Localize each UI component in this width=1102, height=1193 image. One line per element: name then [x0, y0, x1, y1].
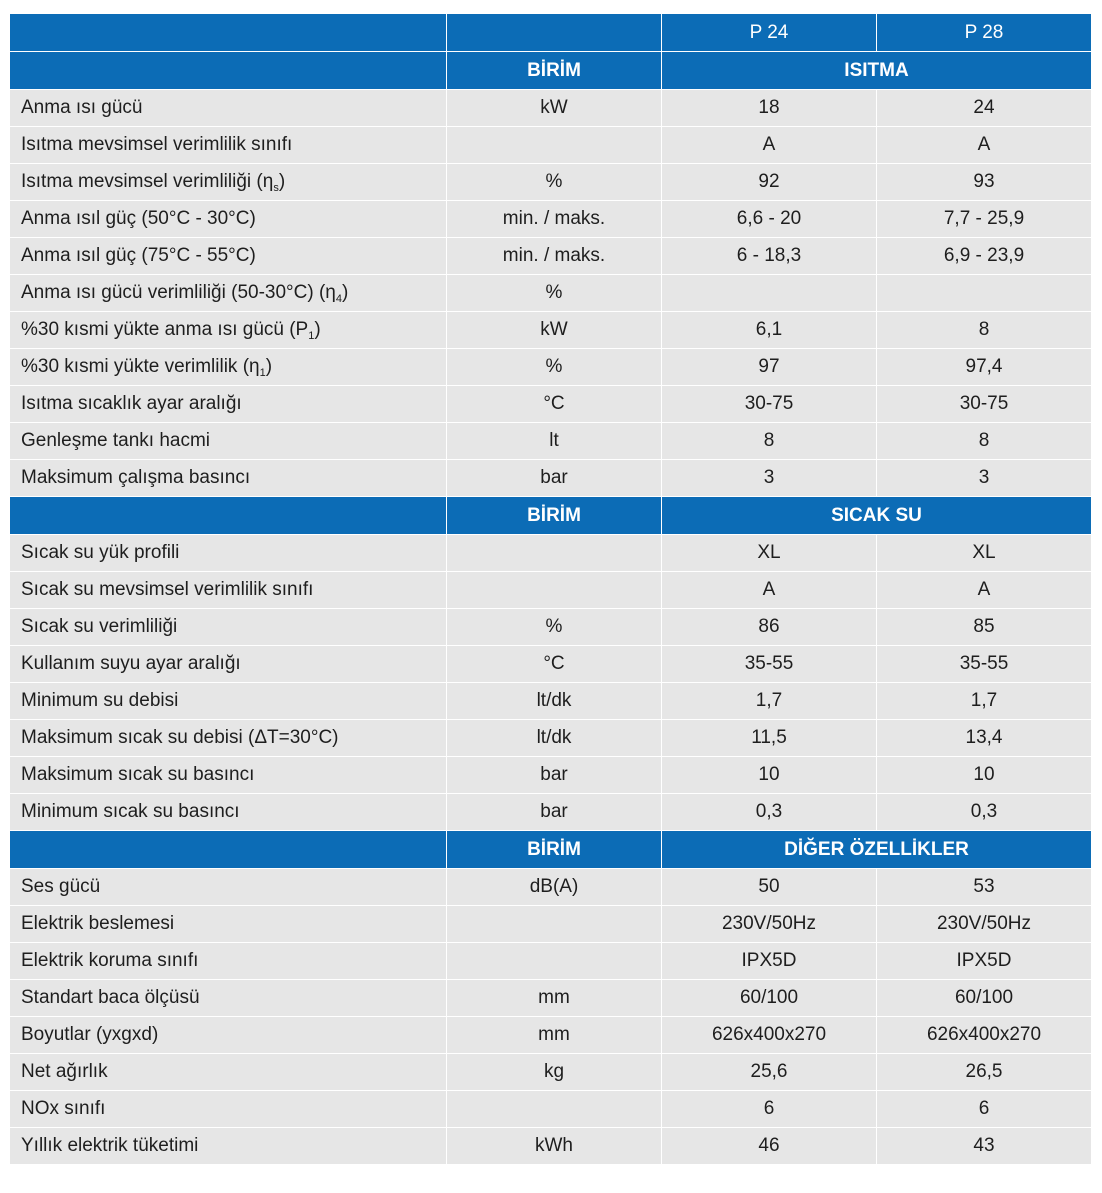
spec-label-suffix: ): [278, 171, 286, 192]
spec-label-text: Sıcak su verimliliği: [21, 616, 178, 637]
spec-label-text: Minimum su debisi: [21, 690, 179, 711]
spec-value-p28: 8: [877, 423, 1092, 460]
spec-value-p24: XL: [662, 535, 877, 572]
spec-value-p28: IPX5D: [877, 943, 1092, 980]
spec-unit: [447, 572, 662, 609]
spec-label: [10, 423, 447, 460]
spec-unit: %: [447, 609, 662, 646]
spec-label: [10, 386, 447, 423]
section-header-empty: [10, 497, 447, 535]
spec-label-text: %30 kısmi yükte anma ısı gücü (P: [21, 319, 309, 340]
spec-value-p28: 6: [877, 1091, 1092, 1128]
spec-unit: [447, 943, 662, 980]
spec-label: [10, 535, 447, 572]
spec-label-text: %30 kısmi yükte verimlilik (η: [21, 356, 260, 377]
spec-unit: %: [447, 275, 662, 312]
spec-label-suffix: ): [342, 282, 349, 303]
spec-unit: lt/dk: [447, 683, 662, 720]
section-header-row: [10, 831, 1092, 869]
spec-unit: mm: [447, 1017, 662, 1054]
spec-label: [10, 794, 447, 831]
spec-value-p28: A: [877, 572, 1092, 609]
spec-unit: bar: [447, 794, 662, 831]
spec-row: [10, 943, 1092, 980]
spec-row: [10, 1128, 1092, 1165]
model-p24-header: P 24: [662, 14, 877, 52]
spec-label-text: Anma ısıl güç (75°C - 55°C): [21, 245, 256, 266]
section-title: ISITMA: [662, 52, 1092, 90]
spec-label-subscript: s: [273, 182, 279, 194]
spec-label-text: Isıtma mevsimsel verimliliği (η: [21, 171, 274, 192]
spec-value-p28: A: [877, 127, 1092, 164]
spec-unit: lt: [447, 423, 662, 460]
spec-row: [10, 720, 1092, 757]
spec-unit: %: [447, 349, 662, 386]
spec-label: [10, 757, 447, 794]
spec-value-p24: 11,5: [662, 720, 877, 757]
spec-value-p28: [877, 275, 1092, 312]
spec-row: [10, 1017, 1092, 1054]
spec-label-subscript: 1: [308, 330, 315, 342]
spec-unit: dB(A): [447, 869, 662, 906]
spec-unit: kW: [447, 90, 662, 127]
spec-row: [10, 127, 1092, 164]
spec-value-p24: 10: [662, 757, 877, 794]
spec-value-p24: 35-55: [662, 646, 877, 683]
section-title: DİĞER ÖZELLİKLER: [662, 831, 1092, 869]
spec-label: [10, 460, 447, 497]
spec-label: [10, 201, 447, 238]
spec-value-p24: 97: [662, 349, 877, 386]
spec-row: [10, 1091, 1092, 1128]
spec-row: [10, 238, 1092, 275]
section-header-row: [10, 52, 1092, 90]
spec-label-text: Anma ısıl güç (50°C - 30°C): [21, 208, 256, 229]
spec-label: [10, 1128, 447, 1165]
spec-row: [10, 646, 1092, 683]
spec-label-text: Elektrik beslemesi: [21, 913, 175, 934]
spec-value-p28: 230V/50Hz: [877, 906, 1092, 943]
spec-value-p24: 60/100: [662, 980, 877, 1017]
spec-label: [10, 312, 447, 349]
spec-row: [10, 386, 1092, 423]
spec-label-subscript: 4: [335, 293, 342, 305]
spec-row: [10, 757, 1092, 794]
spec-row: [10, 906, 1092, 943]
spec-label-text: Genleşme tankı hacmi: [21, 430, 211, 451]
spec-label: [10, 1017, 447, 1054]
spec-value-p28: 93: [877, 164, 1092, 201]
spec-value-p28: 3: [877, 460, 1092, 497]
spec-unit: [447, 127, 662, 164]
spec-label: [10, 943, 447, 980]
spec-label-text: Maksimum çalışma basıncı: [21, 467, 251, 488]
spec-value-p24: 46: [662, 1128, 877, 1165]
section-title: SICAK SU: [662, 497, 1092, 535]
model-p28-header: P 28: [877, 14, 1092, 52]
spec-value-p24: 1,7: [662, 683, 877, 720]
spec-unit: [447, 1091, 662, 1128]
spec-label-text: Yıllık elektrik tüketimi: [21, 1135, 199, 1156]
spec-label: [10, 1054, 447, 1091]
spec-label-text: Maksimum sıcak su basıncı: [21, 764, 255, 785]
spec-value-p28: 35-55: [877, 646, 1092, 683]
spec-value-p24: [662, 275, 877, 312]
spec-value-p24: 230V/50Hz: [662, 906, 877, 943]
header-empty-label: [10, 14, 447, 52]
spec-row: [10, 460, 1092, 497]
spec-label-text: Maksimum sıcak su debisi (ΔT=30°C): [21, 727, 339, 748]
spec-label: [10, 127, 447, 164]
spec-value-p24: 30-75: [662, 386, 877, 423]
spec-label-text: Kullanım suyu ayar aralığı: [21, 653, 241, 674]
spec-label: [10, 646, 447, 683]
spec-label-text: Sıcak su yük profili: [21, 542, 180, 563]
spec-value-p24: 50: [662, 869, 877, 906]
spec-unit: °C: [447, 646, 662, 683]
spec-label-suffix: ): [265, 356, 273, 377]
spec-row: [10, 869, 1092, 906]
spec-row: [10, 1054, 1092, 1091]
spec-value-p24: 6,1: [662, 312, 877, 349]
spec-label: [10, 572, 447, 609]
spec-unit: min. / maks.: [447, 238, 662, 275]
spec-label: [10, 683, 447, 720]
spec-value-p24: 92: [662, 164, 877, 201]
spec-row: [10, 683, 1092, 720]
spec-value-p24: 3: [662, 460, 877, 497]
spec-label-text: Elektrik koruma sınıfı: [21, 950, 199, 971]
spec-unit: [447, 906, 662, 943]
spec-row: [10, 609, 1092, 646]
spec-row: [10, 90, 1092, 127]
spec-table-body: [10, 14, 1092, 1165]
spec-label: [10, 980, 447, 1017]
spec-label-text: Minimum sıcak su basıncı: [21, 801, 240, 822]
spec-table: [9, 13, 1092, 1165]
spec-value-p28: 8: [877, 312, 1092, 349]
spec-unit: bar: [447, 460, 662, 497]
spec-row: [10, 164, 1092, 201]
spec-label-text: Standart baca ölçüsü: [21, 987, 200, 1008]
spec-row: [10, 535, 1092, 572]
spec-value-p24: 6: [662, 1091, 877, 1128]
spec-unit: lt/dk: [447, 720, 662, 757]
spec-value-p24: 25,6: [662, 1054, 877, 1091]
spec-label-text: Ses gücü: [21, 876, 101, 897]
section-header-row: [10, 497, 1092, 535]
spec-row: [10, 349, 1092, 386]
spec-value-p28: 13,4: [877, 720, 1092, 757]
spec-label-subscript: 1: [259, 367, 266, 379]
spec-value-p28: 0,3: [877, 794, 1092, 831]
section-header-empty: [10, 831, 447, 869]
spec-label-text: Sıcak su mevsimsel verimlilik sınıfı: [21, 579, 314, 600]
spec-value-p24: A: [662, 127, 877, 164]
spec-value-p28: 1,7: [877, 683, 1092, 720]
spec-value-p28: 30-75: [877, 386, 1092, 423]
spec-unit: [447, 535, 662, 572]
spec-value-p28: 53: [877, 869, 1092, 906]
spec-label-suffix: ): [314, 319, 321, 340]
spec-value-p28: 43: [877, 1128, 1092, 1165]
spec-value-p28: 97,4: [877, 349, 1092, 386]
spec-label: [10, 906, 447, 943]
spec-label-text: Boyutlar (yxgxd): [21, 1024, 159, 1045]
spec-unit: %: [447, 164, 662, 201]
spec-value-p28: 626x400x270: [877, 1017, 1092, 1054]
spec-label: [10, 275, 447, 312]
spec-label: [10, 609, 447, 646]
spec-value-p24: 6,6 - 20: [662, 201, 877, 238]
spec-label: [10, 164, 447, 201]
spec-label-text: Anma ısı gücü: [21, 97, 143, 118]
spec-value-p24: 6 - 18,3: [662, 238, 877, 275]
spec-value-p28: 6,9 - 23,9: [877, 238, 1092, 275]
spec-value-p24: IPX5D: [662, 943, 877, 980]
spec-value-p28: XL: [877, 535, 1092, 572]
section-header-empty: [10, 52, 447, 90]
spec-row: [10, 275, 1092, 312]
spec-value-p24: 18: [662, 90, 877, 127]
spec-label: [10, 869, 447, 906]
spec-unit: °C: [447, 386, 662, 423]
section-unit-header: BİRİM: [447, 497, 662, 535]
spec-label-text: NOx sınıfı: [21, 1098, 106, 1119]
section-unit-header: BİRİM: [447, 52, 662, 90]
spec-value-p28: 7,7 - 25,9: [877, 201, 1092, 238]
spec-unit: kWh: [447, 1128, 662, 1165]
spec-value-p24: 626x400x270: [662, 1017, 877, 1054]
header-empty-unit: [447, 14, 662, 52]
spec-label-text: Anma ısı gücü verimliliği (50-30°C) (η: [21, 282, 336, 303]
model-header-row: [10, 14, 1092, 52]
spec-label: [10, 238, 447, 275]
spec-row: [10, 423, 1092, 460]
spec-value-p28: 24: [877, 90, 1092, 127]
spec-row: [10, 201, 1092, 238]
spec-label: [10, 90, 447, 127]
spec-value-p28: 60/100: [877, 980, 1092, 1017]
spec-row: [10, 312, 1092, 349]
spec-row: [10, 980, 1092, 1017]
spec-value-p24: 0,3: [662, 794, 877, 831]
spec-label: [10, 1091, 447, 1128]
spec-value-p28: 10: [877, 757, 1092, 794]
spec-value-p24: A: [662, 572, 877, 609]
spec-value-p24: 8: [662, 423, 877, 460]
spec-value-p28: 26,5: [877, 1054, 1092, 1091]
spec-row: [10, 794, 1092, 831]
spec-label: [10, 349, 447, 386]
section-unit-header: BİRİM: [447, 831, 662, 869]
spec-unit: kg: [447, 1054, 662, 1091]
spec-unit: min. / maks.: [447, 201, 662, 238]
spec-label-text: Net ağırlık: [21, 1061, 108, 1082]
spec-unit: mm: [447, 980, 662, 1017]
spec-label: [10, 720, 447, 757]
spec-value-p28: 85: [877, 609, 1092, 646]
spec-unit: kW: [447, 312, 662, 349]
spec-label-text: Isıtma mevsimsel verimlilik sınıfı: [21, 134, 293, 155]
spec-unit: bar: [447, 757, 662, 794]
spec-label-text: Isıtma sıcaklık ayar aralığı: [21, 393, 242, 414]
spec-value-p24: 86: [662, 609, 877, 646]
spec-row: [10, 572, 1092, 609]
